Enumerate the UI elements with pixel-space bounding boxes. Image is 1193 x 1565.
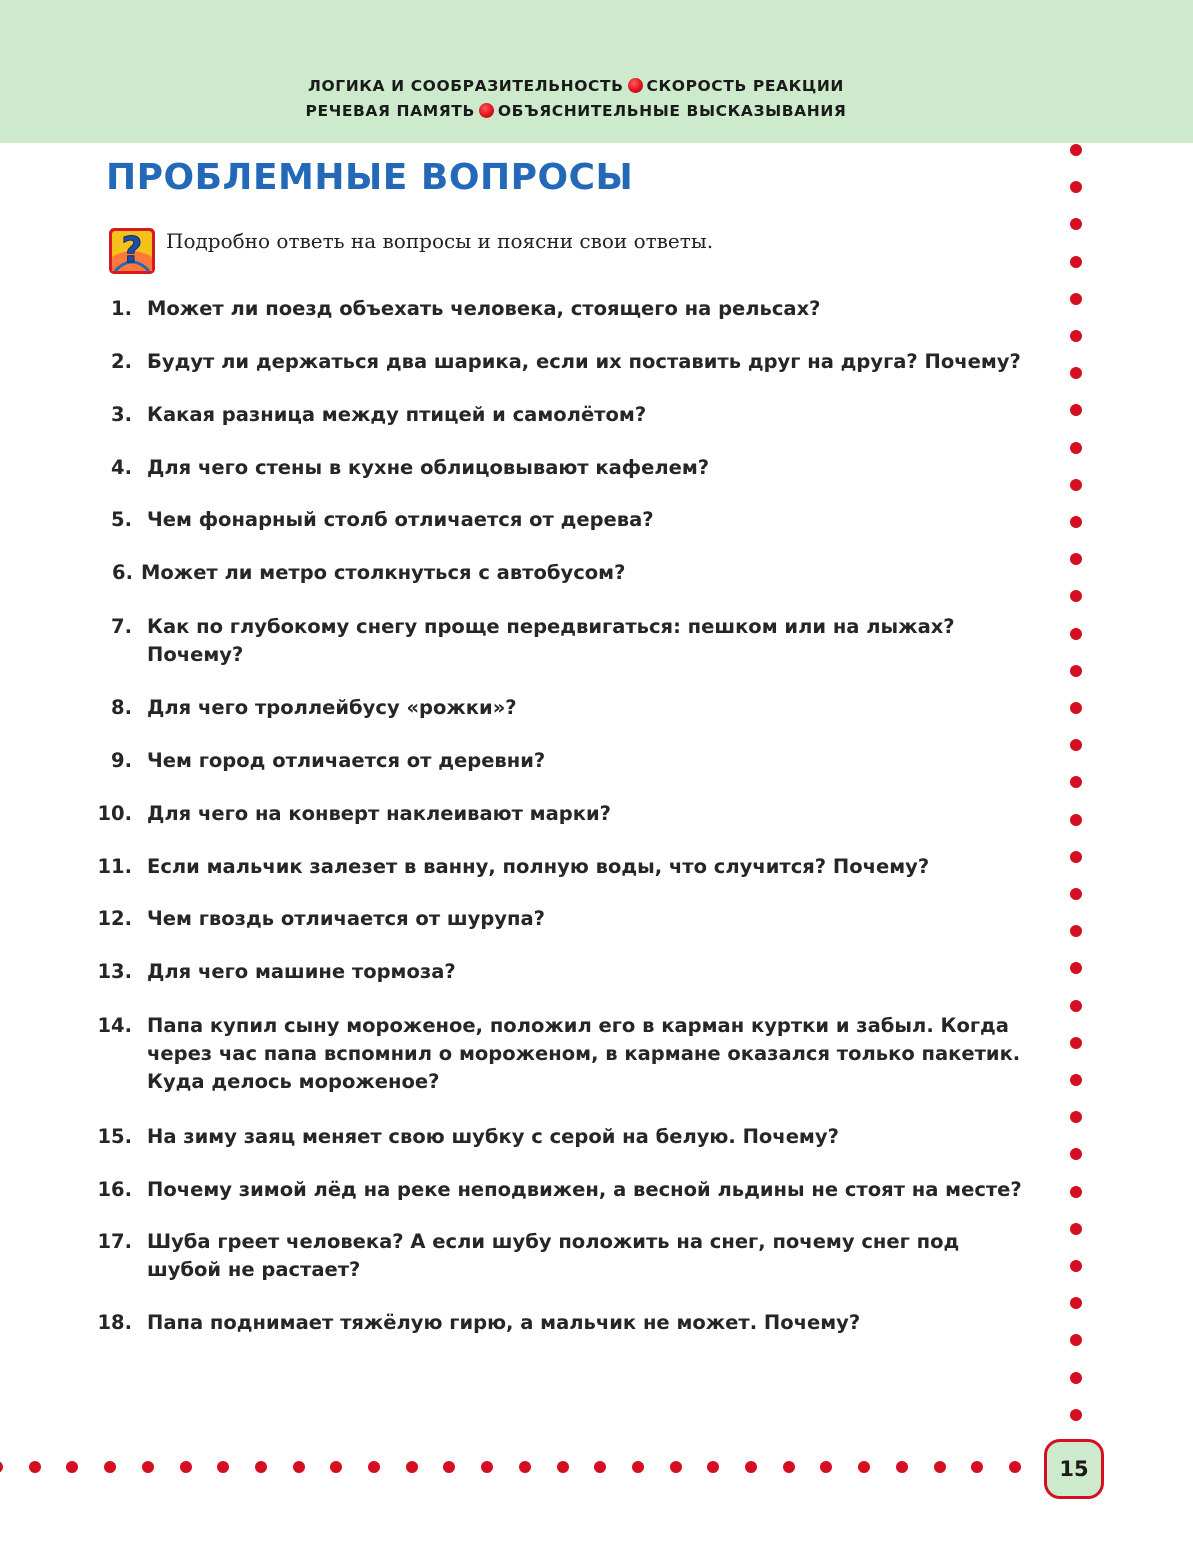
- border-dot: [1070, 590, 1082, 602]
- question-number: 12.: [97, 907, 132, 930]
- border-dot: [783, 1461, 795, 1473]
- question-text: Для чего на конверт наклеивают марки?: [147, 802, 611, 825]
- border-dot: [858, 1461, 870, 1473]
- border-dot: [1070, 516, 1082, 528]
- border-dot: [1070, 1148, 1082, 1160]
- border-dot: [1070, 776, 1082, 788]
- border-dot: [1070, 962, 1082, 974]
- question-text: Для чего машине тормоза?: [147, 960, 456, 983]
- border-dot: [1070, 1111, 1082, 1123]
- border-dot: [1070, 1297, 1082, 1309]
- question-text: Папа купил сыну мороженое, положил его в карман куртки и забыл. Когда через час папа вспомнил о мороженом, в кармане оказался только пакетик. Куда делось мороженое?: [147, 1014, 1021, 1093]
- question-text: Для чего стены в кухне облицовывают кафелем?: [147, 456, 710, 479]
- question-text: Папа поднимает тяжёлую гирю, а мальчик не может. Почему?: [147, 1311, 861, 1334]
- header-line-1: [0, 77, 1152, 95]
- border-dot: [1070, 181, 1082, 193]
- page-number-badge: 15: [1044, 1439, 1104, 1499]
- border-dot: [707, 1461, 719, 1473]
- question-number: 14.: [97, 1014, 132, 1037]
- question-number: 5.: [111, 508, 132, 531]
- question-text: Чем город отличается от деревни?: [147, 749, 546, 772]
- border-dot: [1009, 1461, 1021, 1473]
- question-number: 11.: [97, 855, 132, 878]
- question-number: 10.: [97, 802, 132, 825]
- border-dot: [0, 1461, 3, 1473]
- border-dot: [1070, 925, 1082, 937]
- border-dot: [217, 1461, 229, 1473]
- border-dot: [330, 1461, 342, 1473]
- border-dot: [1070, 404, 1082, 416]
- question-number: 6.: [112, 561, 133, 584]
- border-dot: [1070, 367, 1082, 379]
- border-dot: [406, 1461, 418, 1473]
- border-dot: [594, 1461, 606, 1473]
- header-topic-reaction: СКОРОСТЬ РЕАКЦИИ: [646, 77, 845, 95]
- border-dot: [368, 1461, 380, 1473]
- border-dot: [1070, 553, 1082, 565]
- question-mark-icon: [108, 227, 156, 275]
- border-dot: [142, 1461, 154, 1473]
- border-dot: [255, 1461, 267, 1473]
- question-number: 7.: [111, 615, 132, 638]
- border-dot: [1070, 1186, 1082, 1198]
- border-dot: [1070, 665, 1082, 677]
- question-number: 4.: [111, 456, 132, 479]
- question-number: 9.: [111, 749, 132, 772]
- border-dot: [1070, 479, 1082, 491]
- border-dot: [1070, 851, 1082, 863]
- page-title: ПРОБЛЕМНЫЕ ВОПРОСЫ: [106, 157, 634, 198]
- border-dot: [820, 1461, 832, 1473]
- header-topic-logic: ЛОГИКА И СООБРАЗИТЕЛЬНОСТЬ: [307, 77, 624, 95]
- question-text: Если мальчик залезет в ванну, полную воды, что случится? Почему?: [147, 855, 930, 878]
- border-dot: [1070, 628, 1082, 640]
- question-text: Для чего троллейбусу «рожки»?: [147, 696, 517, 719]
- header-bullet-icon: [479, 103, 494, 118]
- border-dot: [971, 1461, 983, 1473]
- border-dot: [1070, 1037, 1082, 1049]
- question-text: Может ли поезд объехать человека, стоящего на рельсах?: [147, 297, 821, 320]
- border-dot: [557, 1461, 569, 1473]
- border-dot: [1070, 814, 1082, 826]
- question-number: 18.: [97, 1311, 132, 1334]
- border-dot: [1070, 1260, 1082, 1272]
- question-text: Шуба греет человека? А если шубу положить на снег, почему снег под шубой не растает?: [147, 1230, 960, 1281]
- border-dot: [670, 1461, 682, 1473]
- border-dot: [1070, 739, 1082, 751]
- border-dot: [1070, 1372, 1082, 1384]
- question-number: 8.: [111, 696, 132, 719]
- question-number: 1.: [111, 297, 132, 320]
- border-dot: [1070, 442, 1082, 454]
- border-dot: [896, 1461, 908, 1473]
- question-text: Какая разница между птицей и самолётом?: [147, 403, 647, 426]
- question-text: Может ли метро столкнуться с автобусом?: [141, 561, 626, 584]
- question-text: Почему зимой лёд на реке неподвижен, а весной льдины не стоят на месте?: [147, 1178, 1022, 1201]
- border-dot: [293, 1461, 305, 1473]
- border-dot: [443, 1461, 455, 1473]
- instruction-text: Подробно ответь на вопросы и поясни свои ответы.: [166, 229, 714, 253]
- border-dot: [29, 1461, 41, 1473]
- question-number: 2.: [111, 350, 132, 373]
- question-number: 13.: [97, 960, 132, 983]
- border-dot: [1070, 1334, 1082, 1346]
- question-number: 16.: [97, 1178, 132, 1201]
- question-text: Как по глубокому снегу проще передвигаться: пешком или на лыжах? Почему?: [147, 615, 955, 666]
- header-band: [0, 0, 1193, 143]
- border-dot: [1070, 1074, 1082, 1086]
- border-dot: [745, 1461, 757, 1473]
- question-number: 3.: [111, 403, 132, 426]
- border-dot: [180, 1461, 192, 1473]
- question-number: 17.: [97, 1230, 132, 1253]
- border-dot: [481, 1461, 493, 1473]
- question-number: 15.: [97, 1125, 132, 1148]
- border-dot: [1070, 144, 1082, 156]
- border-dot: [1070, 330, 1082, 342]
- header-topic-memory: РЕЧЕВАЯ ПАМЯТЬ: [305, 102, 475, 120]
- border-dot: [1070, 256, 1082, 268]
- header-line-2: [0, 102, 1152, 120]
- question-text: На зиму заяц меняет свою шубку с серой на белую. Почему?: [147, 1125, 839, 1148]
- border-dot: [1070, 218, 1082, 230]
- border-dot: [66, 1461, 78, 1473]
- border-dot: [104, 1461, 116, 1473]
- header-topic-explanations: ОБЪЯСНИТЕЛЬНЫЕ ВЫСКАЗЫВАНИЯ: [497, 102, 847, 120]
- border-dot: [1070, 1409, 1082, 1421]
- icon-glyph: ?: [121, 230, 143, 271]
- question-text: Будут ли держаться два шарика, если их поставить друг на друга? Почему?: [147, 350, 1021, 373]
- border-dot: [1070, 1000, 1082, 1012]
- border-dot: [1070, 293, 1082, 305]
- border-dot: [934, 1461, 946, 1473]
- border-dot: [1070, 888, 1082, 900]
- border-dot: [1070, 1223, 1082, 1235]
- question-text: Чем гвоздь отличается от шурупа?: [147, 907, 545, 930]
- border-dot: [519, 1461, 531, 1473]
- border-dot: [632, 1461, 644, 1473]
- border-dot: [1070, 702, 1082, 714]
- question-text: Чем фонарный столб отличается от дерева?: [147, 508, 654, 531]
- header-bullet-icon: [628, 78, 643, 93]
